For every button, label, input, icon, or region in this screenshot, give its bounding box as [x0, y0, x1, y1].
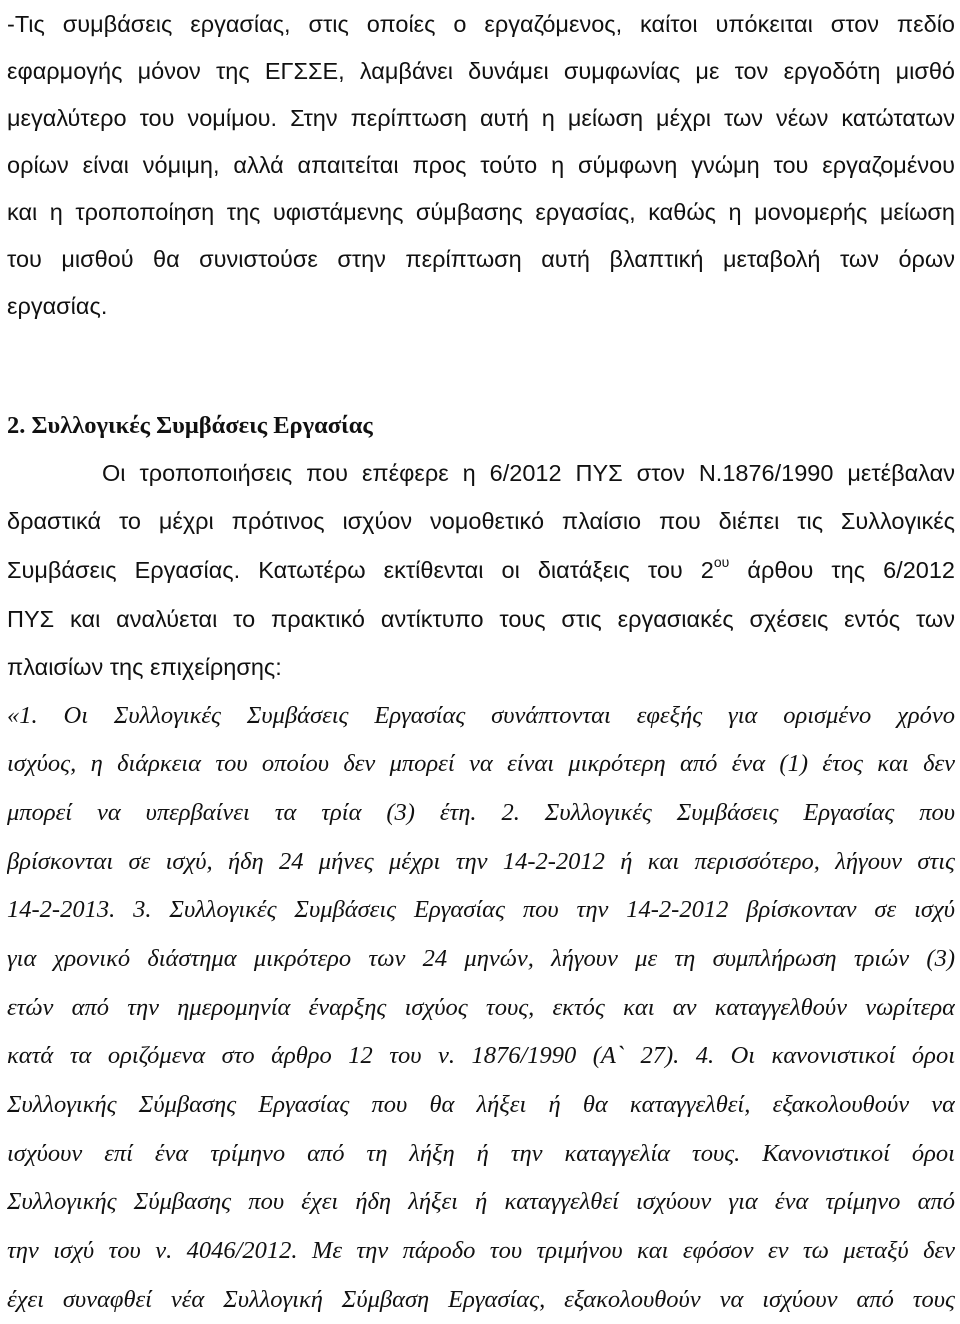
body-line-7: εργασίας. [7, 293, 108, 319]
body-line-6: του μισθού θα συνιστούσε στην περίπτωση αυτή βλαπτική μεταβολή των όρων [7, 246, 955, 272]
quote-line-3: μπορεί να υπερβαίνει τα τρία (3) έτη. 2. Συλλογικές Συμβάσεις Εργασίας που [7, 799, 955, 826]
quote-line-8: κατά τα οριζόμενα στο άρθρο 12 του ν. 1876/1990 (Α` 27). 4. Οι κανονιστικοί όροι [7, 1042, 955, 1069]
body-line-2: εφαρμογής μόνον της ΕΓΣΣΕ, λαμβάνει δυνάμει συμφωνίας με τον εργοδότη μισθό [7, 58, 955, 84]
quote-line-5: 14-2-2013. 3. Συλλογικές Συμβάσεις Εργασίας που την 14-2-2012 βρίσκονταν σε ισχύ [7, 896, 955, 923]
quote-line-1: «1. Οι Συλλογικές Συμβάσεις Εργασίας συνάπτονται εφεξής για ορισμένο χρόνο [7, 702, 955, 729]
para2-line-4: ΠΥΣ και αναλύεται το πρακτικό αντίκτυπο τους στις εργασιακές σχέσεις εντός των [7, 606, 955, 632]
para2-line-3 [7, 546, 955, 594]
quote-line-6: για χρονικό διάστημα μικρότερο των 24 μηνών, λήγουν με τη συμπλήρωση τριών (3) [7, 945, 955, 972]
body-line-1: -Τις συμβάσεις εργασίας, στις οποίες ο εργαζόμενος, καίτοι υπόκειται στον πεδίο [7, 11, 955, 37]
quote-line-9: Συλλογικής Σύμβασης Εργασίας που θα λήξει ή θα καταγγελθεί, εξακολουθούν να [7, 1091, 955, 1118]
para2-line-1: Οι τροποποιήσεις που επέφερε η 6/2012 ΠΥΣ στον Ν.1876/1990 μετέβαλαν [102, 460, 955, 486]
body-line-3: μεγαλύτερο του νομίμου. Στην περίπτωση αυτή η μείωση μέχρι των νέων κατώτατων [7, 105, 955, 131]
quote-line-11: Συλλογικής Σύμβασης που έχει ήδη λήξει ή καταγγελθεί ισχύουν για ένα τρίμηνο από [7, 1188, 955, 1215]
para2-line-5: πλαισίων της επιχείρησης: [7, 654, 282, 680]
body-line-5: και η τροποποίηση της υφιστάμενης σύμβασης εργασίας, καθώς η μονομερής μείωση [7, 199, 955, 225]
quote-line-10: ισχύουν επί ένα τρίμηνο από τη λήξη ή την καταγγελία τους. Κανονιστικοί όροι [7, 1140, 955, 1167]
section-heading: 2. Συλλογικές Συμβάσεις Εργασίας [7, 412, 373, 439]
quote-line-7: ετών από την ημερομηνία έναρξης ισχύος τους, εκτός και αν καταγγελθούν νωρίτερα [7, 994, 955, 1021]
para2-line-3-text-a: Συμβάσεις Εργασίας. Κατωτέρω εκτίθενται οι διατάξεις του 2 [7, 557, 714, 583]
para2-line-3-text-b: άρθου της 6/2012 [729, 557, 955, 583]
quote-line-12: την ισχύ του ν. 4046/2012. Με την πάροδο του τριμήνου και εφόσον εν τω μεταξύ δεν [7, 1237, 955, 1264]
ordinal-superscript: ου [713, 554, 730, 570]
quote-line-4: βρίσκονται σε ισχύ, ήδη 24 μήνες μέχρι την 14-2-2012 ή και περισσότερο, λήγουν στις [7, 848, 955, 875]
quote-line-13: έχει συναφθεί νέα Συλλογική Σύμβαση Εργασίας, εξακολουθούν να ισχύουν από τους [7, 1286, 955, 1313]
body-line-4: ορίων είναι νόμιμη, αλλά απαιτείται προς τούτο η σύμφωνη γνώμη του εργαζομένου [7, 152, 955, 178]
para2-line-2: δραστικά το μέχρι πρότινος ισχύον νομοθετικό πλαίσιο που διέπει τις Συλλογικές [7, 508, 955, 534]
quote-line-2: ισχύος, η διάρκεια του οποίου δεν μπορεί να είναι μικρότερη από ένα (1) έτος και δεν [7, 750, 955, 777]
